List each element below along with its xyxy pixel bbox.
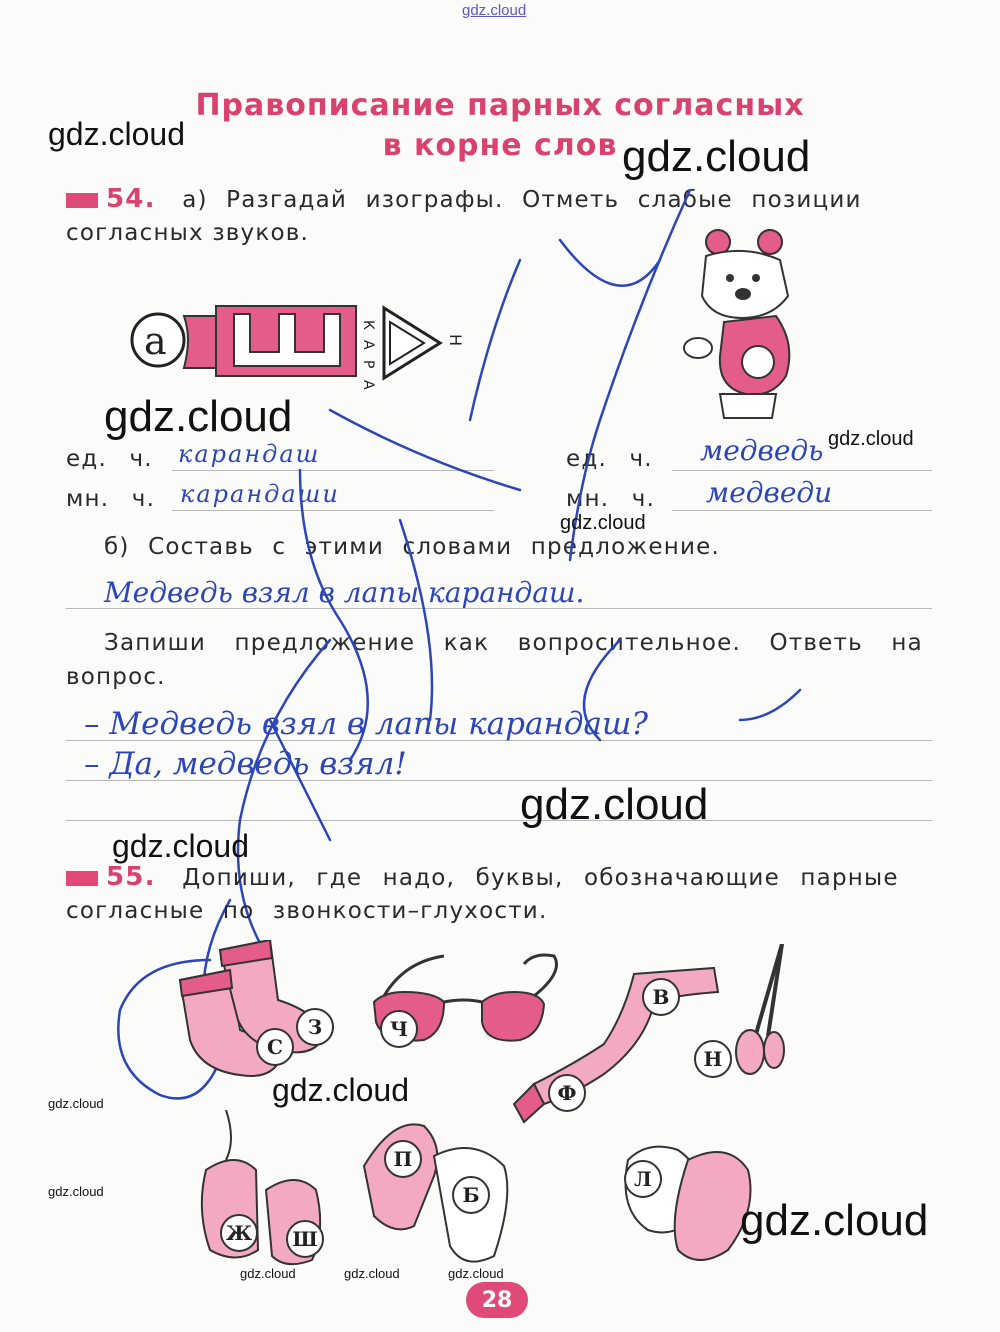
answer-plural-left: карандаши (180, 480, 340, 508)
page-title-line-2: в корне слов (382, 128, 618, 163)
watermark: gdz.cloud (104, 392, 293, 441)
exercise-55-text-2: согласные по звонкости–глухости. (66, 898, 548, 924)
exercise-55-header (66, 862, 899, 892)
label-singular-right: ед. ч. (566, 446, 653, 472)
watermark: gdz.cloud (48, 1096, 104, 1111)
answer-singular-right: медведь (700, 434, 824, 467)
watermark: gdz.cloud (828, 428, 914, 450)
question-task-text-1: Запиши предложение как вопросительное. Ответь на (104, 630, 923, 656)
watermark: gdz.cloud (740, 1196, 929, 1245)
letter-badge-scissors: Н (694, 1040, 732, 1078)
exercise-text: Допиши, где надо, буквы, обозначающие парные (182, 865, 899, 891)
watermark: gdz.cloud (240, 1266, 296, 1281)
page-title-line-1: Правописание парных согласных (195, 88, 805, 123)
reply-answer: – Да, медведь взял! (84, 746, 407, 782)
scarf-picture (504, 944, 744, 1134)
isograph-small-a2: А (360, 380, 376, 390)
watermark: gdz.cloud (48, 116, 185, 152)
top-watermark: gdz.cloud (462, 2, 527, 19)
watermark: gdz.cloud (520, 780, 709, 829)
letter-badge-slippers: Л (624, 1160, 662, 1198)
watermark: gdz.cloud (560, 512, 646, 534)
exercise-number: 55. (106, 862, 156, 892)
isograph-n: Н (446, 334, 465, 347)
label-plural-right: мн. ч. (566, 486, 656, 512)
answer-plural-right: медведи (706, 476, 833, 509)
exercise-marker (66, 871, 98, 886)
watermark: gdz.cloud (272, 1072, 409, 1108)
page-number: 28 (466, 1282, 528, 1318)
answer-singular-left: карандаш (178, 440, 321, 468)
letter-badge-mittens-2: Ш (286, 1220, 324, 1258)
exercise-text: а) Разгадай изографы. Отметь слабые позиции (182, 187, 862, 213)
letter-badge-gloves-2: Б (452, 1176, 490, 1214)
letter-badge-scarf-1: В (642, 978, 680, 1016)
question-answer: – Медведь взял в лапы карандаш? (84, 706, 648, 742)
sentence-answer: Медведь взял в лапы карандаш. (104, 576, 585, 609)
isograph-small-a1: А (360, 340, 376, 350)
scissors-picture (722, 944, 802, 1084)
label-singular-left: ед. ч. (66, 446, 153, 472)
isograph-small-r: Р (360, 360, 376, 369)
watermark: gdz.cloud (112, 828, 249, 864)
isograph-at-letter: a (144, 319, 167, 363)
watermark: gdz.cloud (344, 1266, 400, 1281)
letter-badge-scarf-2: Ф (548, 1074, 586, 1112)
question-task-text-2: вопрос. (66, 664, 166, 690)
watermark: gdz.cloud (622, 132, 811, 181)
watermark: gdz.cloud (48, 1184, 104, 1199)
exercise-number: 54. (106, 184, 156, 214)
letter-badge-glasses: Ч (380, 1010, 418, 1048)
gloves-picture (354, 1106, 524, 1276)
task-b-text: б) Составь с этими словами предложение. (104, 534, 720, 560)
letter-badge-socks-1: С (256, 1028, 294, 1066)
letter-badge-gloves-1: П (384, 1140, 422, 1178)
letter-badge-socks-2: З (296, 1008, 334, 1046)
letter-badge-mittens-1: Ж (220, 1214, 258, 1252)
isograph-small-k: К (360, 320, 376, 330)
exercise-54-text-2: согласных звуков. (66, 220, 309, 246)
watermark: gdz.cloud (448, 1266, 504, 1281)
label-plural-left: мн. ч. (66, 486, 156, 512)
